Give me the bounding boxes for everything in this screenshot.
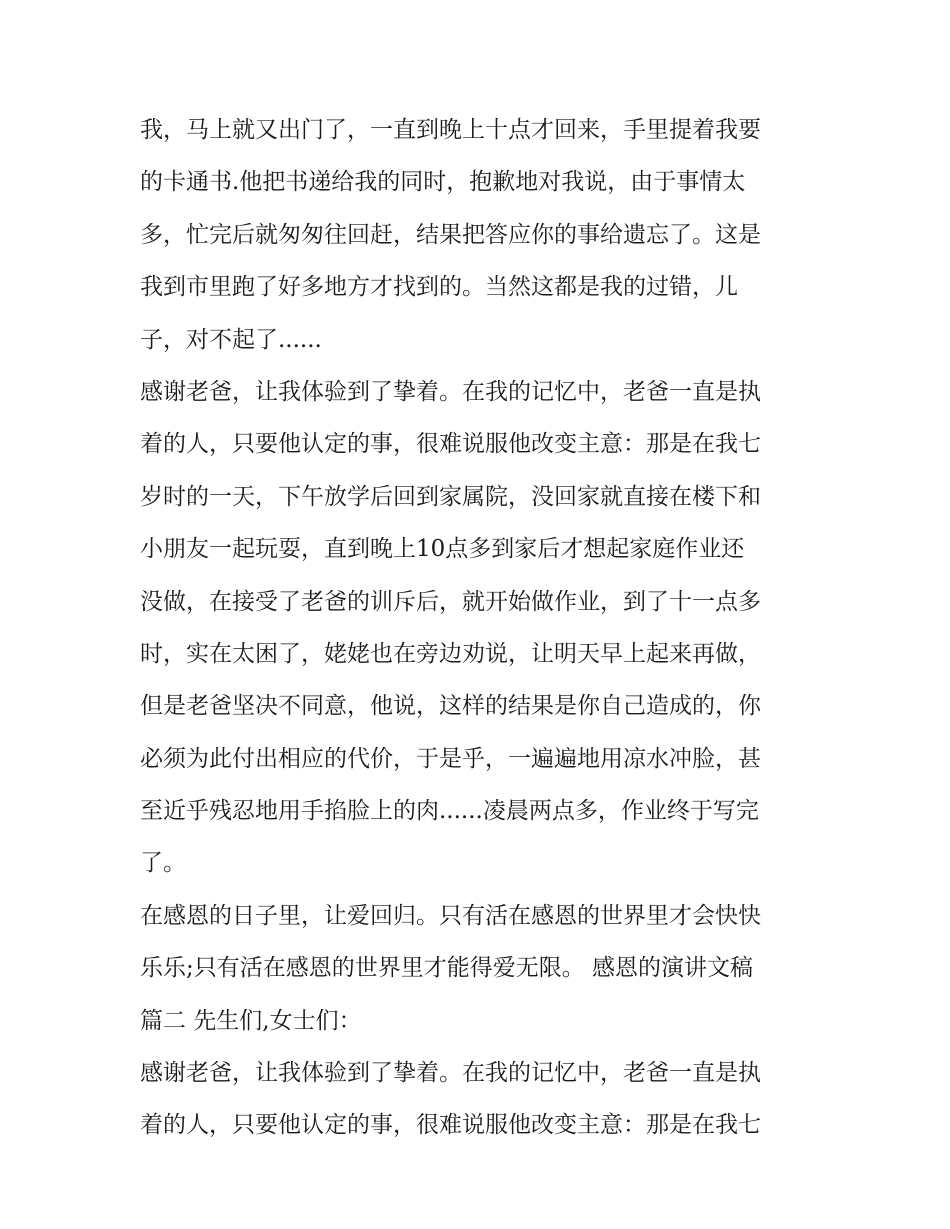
body-text (140, 104, 820, 1152)
text-line: 至近乎残忍地用手掐脸上的肉......凌晨两点多，作业终于写完 (140, 798, 759, 825)
text-line: 时，实在太困了，姥姥也在旁边劝说，让明天早上起来再做， (140, 640, 761, 667)
text-line: 没做，在接受了老爸的训斥后，就开始做作业，到了十一点多 (140, 588, 761, 615)
text-line: 在感恩的日子里，让爱回归。只有活在感恩的世界里才会快快 (140, 902, 761, 929)
text-line: 必须为此付出相应的代价，于是乎，一遍遍地用凉水冲脸，甚 (140, 745, 761, 772)
text-line: 了。 (140, 850, 186, 877)
text-line: 子，对不起了...... (140, 326, 322, 353)
text-line: 小朋友一起玩耍，直到晚上10点多到家后才想起家庭作业还 (140, 536, 745, 563)
text-line: 多，忙完后就匆匆往回赶，结果把答应你的事给遗忘了。这是 (140, 221, 761, 248)
text-line: 我到市里跑了好多地方才找到的。当然这都是我的过错，儿 (140, 274, 738, 301)
text-line: 但是老爸坚决不同意，他说，这样的结果是你自己造成的，你 (140, 693, 761, 720)
text-line: 我，马上就又出门了，一直到晚上十点才回来，手里提着我要 (140, 117, 761, 143)
text-line: 岁时的一天，下午放学后回到家属院，没回家就直接在楼下和 (140, 483, 761, 510)
text-line: 乐乐;只有活在感恩的世界里才能得爱无限。 感恩的演讲文稿 (140, 955, 754, 982)
text-line: 感谢老爸，让我体验到了挚着。在我的记忆中，老爸一直是执 (140, 378, 761, 405)
text-line: 着的人，只要他认定的事，很难说服他改变主意：那是在我七 (140, 1112, 761, 1139)
text-line: 篇二 先生们,女士们： (140, 1007, 362, 1034)
text-line: 着的人，只要他认定的事，很难说服他改变主意：那是在我七 (140, 431, 761, 458)
text-line: 的卡通书.他把书递给我的同时，抱歉地对我说，由于事情太 (140, 169, 746, 196)
text-line: 感谢老爸，让我体验到了挚着。在我的记忆中，老爸一直是执 (140, 1060, 761, 1087)
